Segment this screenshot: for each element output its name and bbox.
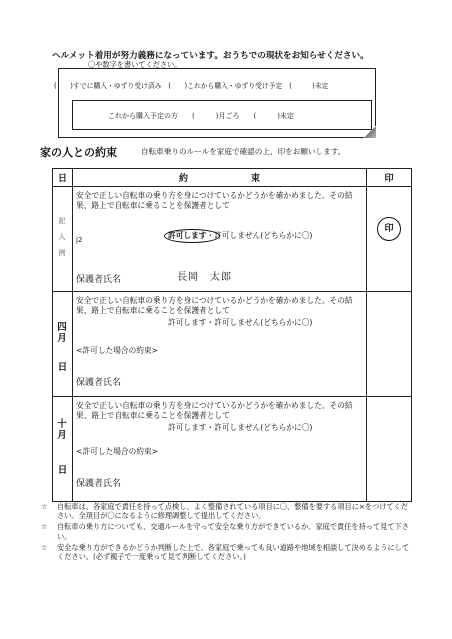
october-month-label: 十月 <box>57 419 67 441</box>
note-text: 自転車の乗り方についても、交通ルールを守って安全な乗り方ができているか、家庭で責任を持って見て下さい。 <box>57 522 409 541</box>
october-promise-cell[interactable] <box>73 397 367 502</box>
example-promise-cell <box>73 187 367 292</box>
example-guardian-label: 保護者氏名 <box>76 275 122 285</box>
header-day: 日 <box>53 169 73 187</box>
family-promise-note: 自転車乗りのルールを家庭で確認の上、印をお願いします。 <box>141 147 346 156</box>
star-icon: ☆ <box>41 502 48 511</box>
april-promise-label: <許可した場合の約束> <box>76 346 159 355</box>
october-stamp-cell[interactable] <box>367 397 412 502</box>
helmet-instruction: 〇や数字を書いてください。 <box>88 60 182 69</box>
example-deny: ・許可しません(どちらかに〇) <box>206 231 313 240</box>
purchase-plan-text: これから購入予定の方 ( )月ごろ ( )未定 <box>108 112 294 120</box>
note-text: 自転車は、各家庭で責任を持って点検し、よく整備されている項目に〇、整備を要する項目に×をつけてください。全項目が〇になるように修理調整して提出してください。 <box>57 502 409 521</box>
october-promise-label: <許可した場合の約束> <box>76 447 159 456</box>
october-paragraph: 安全で正しい自転車の乗り方を身につけているかどうかを確かめました。その結果、路上で自転車に乗ることを保護者として <box>76 401 353 420</box>
example-paragraph: 安全で正しい自転車の乗り方を身につけているかどうかを確かめました。その結果、路上で自転車に乗ることを保護者として <box>76 191 353 210</box>
april-day-cell <box>53 292 73 397</box>
notes-section <box>41 502 413 563</box>
april-allow-line: 許可します・許可しません(どちらかに〇) <box>168 318 313 327</box>
april-month-label: 四月 <box>57 322 67 344</box>
star-icon: ☆ <box>41 522 48 532</box>
status-options: ( )すでに購入・ゆずり受け済み ( )これから購入・ゆずり受け予定 ( )未定 <box>54 82 329 90</box>
october-allow-line: 許可します・許可しません(どちらかに〇) <box>168 423 313 432</box>
allow-circle <box>164 229 220 243</box>
note-item <box>41 502 413 520</box>
october-guardian-label: 保護者氏名 <box>76 479 122 489</box>
family-promise-title: 家の人との約束 <box>40 146 117 159</box>
helmet-notice: ヘルメット着用が努力義務になっています。おうちでの現状をお知らせください。 <box>52 51 369 61</box>
example-j2: j2 <box>76 236 83 244</box>
april-guardian-label: 保護者氏名 <box>76 378 122 388</box>
example-day-cell <box>53 187 73 292</box>
header-promise: 約 束 <box>73 169 367 187</box>
star-icon: ☆ <box>41 542 48 552</box>
example-stamp-cell <box>367 187 412 292</box>
october-day-cell <box>53 397 73 502</box>
note-item <box>41 522 413 540</box>
april-paragraph: 安全で正しい自転車の乗り方を身につけているかどうかを確かめました。その結果、路上で自転車に乗ることを保護者として <box>76 296 353 315</box>
october-day-label: 日 <box>57 465 68 476</box>
note-item <box>41 543 413 561</box>
example-side-label: 記入例 <box>58 217 66 257</box>
example-guardian-name: 長岡 太郎 <box>177 272 232 283</box>
header-stamp: 印 <box>367 169 412 187</box>
note-text: 安全な乗り方ができるかどうか判断した上で、各家庭で乗っても良い道路や地域を相談して決めるようにしてください。(必ず親子で一度乗って見て判断してください。) <box>57 542 410 562</box>
promise-table <box>52 168 412 502</box>
april-stamp-cell[interactable] <box>367 292 412 397</box>
april-day-label: 日 <box>57 362 68 373</box>
seal-stamp: 印 <box>377 217 401 241</box>
example-allow: 許可します <box>168 231 207 240</box>
april-promise-cell[interactable] <box>73 292 367 397</box>
